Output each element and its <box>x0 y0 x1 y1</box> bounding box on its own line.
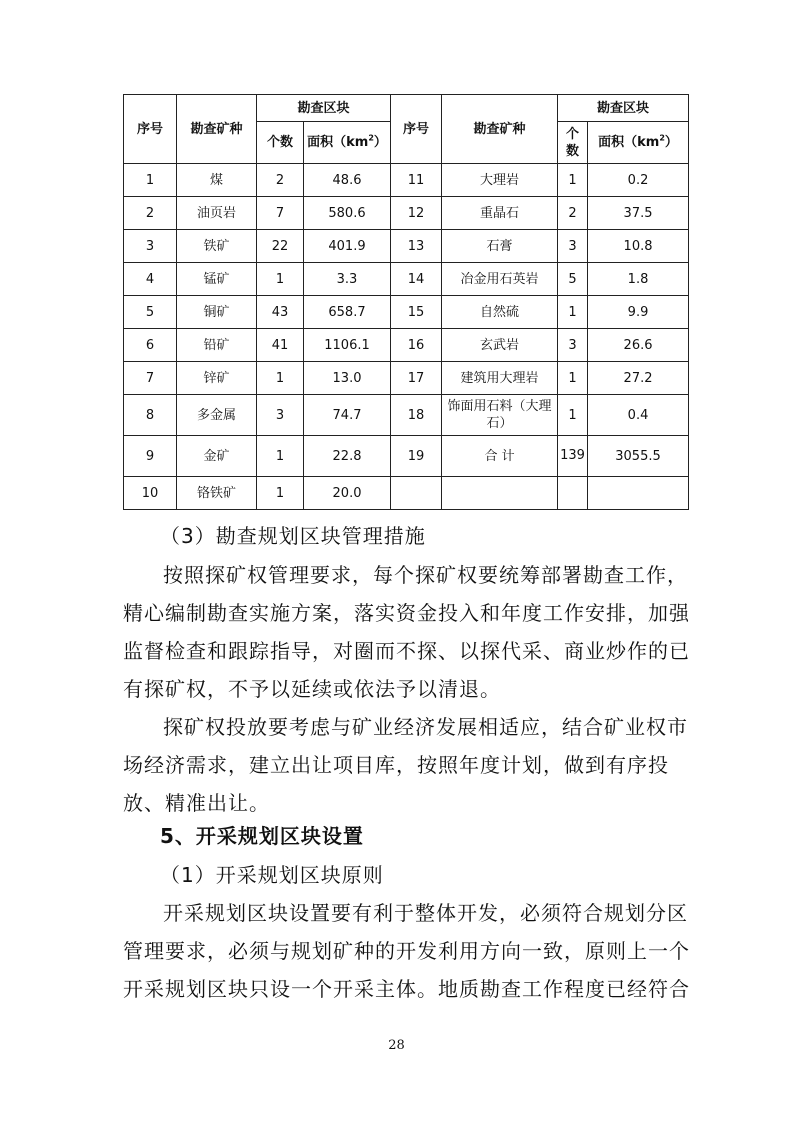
cell-left-mineral: 油页岩 <box>177 197 257 230</box>
cell-right-area: 37.5 <box>588 197 689 230</box>
cell-left-seq: 4 <box>124 263 177 296</box>
cell-right-mineral: 合 计 <box>442 436 558 477</box>
header-mineral-left: 勘查矿种 <box>177 95 257 164</box>
cell-right-mineral: 玄武岩 <box>442 329 558 362</box>
cell-right-mineral: 石膏 <box>442 230 558 263</box>
table-row <box>124 362 689 395</box>
cell-left-area: 401.9 <box>304 230 391 263</box>
page-number: 28 <box>388 1038 405 1053</box>
cell-left-count: 43 <box>257 296 304 329</box>
cell-right-seq: 17 <box>391 362 442 395</box>
mineral-exploration-table <box>123 94 689 510</box>
cell-left-seq: 1 <box>124 164 177 197</box>
header-block-left: 勘查区块 <box>257 95 391 122</box>
cell-right-seq: 15 <box>391 296 442 329</box>
table-row <box>124 263 689 296</box>
cell-left-area: 3.3 <box>304 263 391 296</box>
header-block-right: 勘查区块 <box>558 95 689 122</box>
cell-right-count: 1 <box>558 362 588 395</box>
cell-right-area: 26.6 <box>588 329 689 362</box>
cell-right-area <box>588 477 689 510</box>
cell-right-mineral: 建筑用大理岩 <box>442 362 558 395</box>
cell-left-count: 7 <box>257 197 304 230</box>
cell-left-area: 13.0 <box>304 362 391 395</box>
table-row <box>124 296 689 329</box>
header-count-left: 个数 <box>257 122 304 164</box>
cell-right-count: 1 <box>558 296 588 329</box>
header-seq-left: 序号 <box>124 95 177 164</box>
cell-left-seq: 9 <box>124 436 177 477</box>
cell-left-mineral: 锌矿 <box>177 362 257 395</box>
cell-right-mineral: 重晶石 <box>442 197 558 230</box>
cell-left-seq: 2 <box>124 197 177 230</box>
cell-left-count: 1 <box>257 263 304 296</box>
cell-left-area: 658.7 <box>304 296 391 329</box>
cell-right-mineral: 大理岩 <box>442 164 558 197</box>
section-subheading-1: （1）开采规划区块原则 <box>160 863 384 887</box>
paragraph-1: 按照探矿权管理要求，每个探矿权要统筹部署勘查工作，精心编制勘查实施方案，落实资金投入和年度工作安排，加强监督检查和跟踪指导，对圈而不探、以探代采、商业炒作的已有探矿权，不予以延续或依法予以清退。 <box>123 563 690 701</box>
cell-right-area: 1.8 <box>588 263 689 296</box>
cell-right-area: 27.2 <box>588 362 689 395</box>
section-subheading-3: （3）勘查规划区块管理措施 <box>160 524 426 548</box>
table-row <box>124 477 689 510</box>
cell-right-count <box>558 477 588 510</box>
table-row <box>124 329 689 362</box>
cell-right-mineral <box>442 477 558 510</box>
table-row <box>124 164 689 197</box>
header-seq-right: 序号 <box>391 95 442 164</box>
cell-right-seq: 19 <box>391 436 442 477</box>
cell-left-count: 41 <box>257 329 304 362</box>
table-row <box>124 436 689 477</box>
header-mineral-right: 勘查矿种 <box>442 95 558 164</box>
cell-right-seq: 14 <box>391 263 442 296</box>
cell-left-area: 74.7 <box>304 395 391 436</box>
cell-right-count: 1 <box>558 395 588 436</box>
cell-left-count: 1 <box>257 477 304 510</box>
cell-left-seq: 8 <box>124 395 177 436</box>
cell-left-count: 1 <box>257 436 304 477</box>
cell-right-count: 5 <box>558 263 588 296</box>
cell-right-count: 139 <box>558 436 588 477</box>
cell-right-seq: 18 <box>391 395 442 436</box>
cell-right-mineral: 自然硫 <box>442 296 558 329</box>
section-heading-5: 5、开采规划区块设置 <box>160 824 364 848</box>
cell-right-area: 9.9 <box>588 296 689 329</box>
cell-left-area: 48.6 <box>304 164 391 197</box>
cell-right-seq: 11 <box>391 164 442 197</box>
cell-right-mineral: 饰面用石料（大理石） <box>442 395 558 436</box>
paragraph-3: 开采规划区块设置要有利于整体开发，必须符合规划分区管理要求，必须与规划矿种的开发利用方向一致，原则上一个开采规划区块只设一个开采主体。地质勘查工作程度已经符合 <box>123 901 690 1001</box>
cell-right-seq: 16 <box>391 329 442 362</box>
table-row <box>124 395 689 436</box>
cell-left-area: 20.0 <box>304 477 391 510</box>
cell-left-count: 3 <box>257 395 304 436</box>
cell-right-count: 3 <box>558 329 588 362</box>
cell-left-seq: 7 <box>124 362 177 395</box>
paragraph-2: 探矿权投放要考虑与矿业经济发展相适应，结合矿业权市场经济需求，建立出让项目库，按照年度计划，做到有序投放、精准出让。 <box>123 715 688 815</box>
cell-right-area: 3055.5 <box>588 436 689 477</box>
cell-right-count: 2 <box>558 197 588 230</box>
cell-left-count: 22 <box>257 230 304 263</box>
cell-right-seq <box>391 477 442 510</box>
cell-left-mineral: 锰矿 <box>177 263 257 296</box>
cell-left-seq: 6 <box>124 329 177 362</box>
cell-right-area: 0.2 <box>588 164 689 197</box>
cell-left-mineral: 铁矿 <box>177 230 257 263</box>
cell-right-count: 1 <box>558 164 588 197</box>
cell-left-mineral: 金矿 <box>177 436 257 477</box>
cell-left-mineral: 铬铁矿 <box>177 477 257 510</box>
cell-right-area: 10.8 <box>588 230 689 263</box>
cell-left-seq: 5 <box>124 296 177 329</box>
cell-left-count: 2 <box>257 164 304 197</box>
cell-left-mineral: 铅矿 <box>177 329 257 362</box>
cell-left-seq: 3 <box>124 230 177 263</box>
cell-right-mineral: 冶金用石英岩 <box>442 263 558 296</box>
cell-right-area: 0.4 <box>588 395 689 436</box>
cell-left-area: 580.6 <box>304 197 391 230</box>
cell-left-mineral: 煤 <box>177 164 257 197</box>
cell-left-seq: 10 <box>124 477 177 510</box>
cell-left-count: 1 <box>257 362 304 395</box>
cell-left-mineral: 铜矿 <box>177 296 257 329</box>
header-count-right: 个 数 <box>558 122 588 164</box>
table-row <box>124 197 689 230</box>
header-area-right: 面积$(km^2)$ <box>588 122 689 164</box>
header-area-left: 面积$(km^2)$ <box>304 122 391 164</box>
cell-left-mineral: 多金属 <box>177 395 257 436</box>
cell-right-seq: 12 <box>391 197 442 230</box>
cell-right-seq: 13 <box>391 230 442 263</box>
cell-left-area: 1106.1 <box>304 329 391 362</box>
cell-right-count: 3 <box>558 230 588 263</box>
table-row <box>124 230 689 263</box>
cell-left-area: 22.8 <box>304 436 391 477</box>
